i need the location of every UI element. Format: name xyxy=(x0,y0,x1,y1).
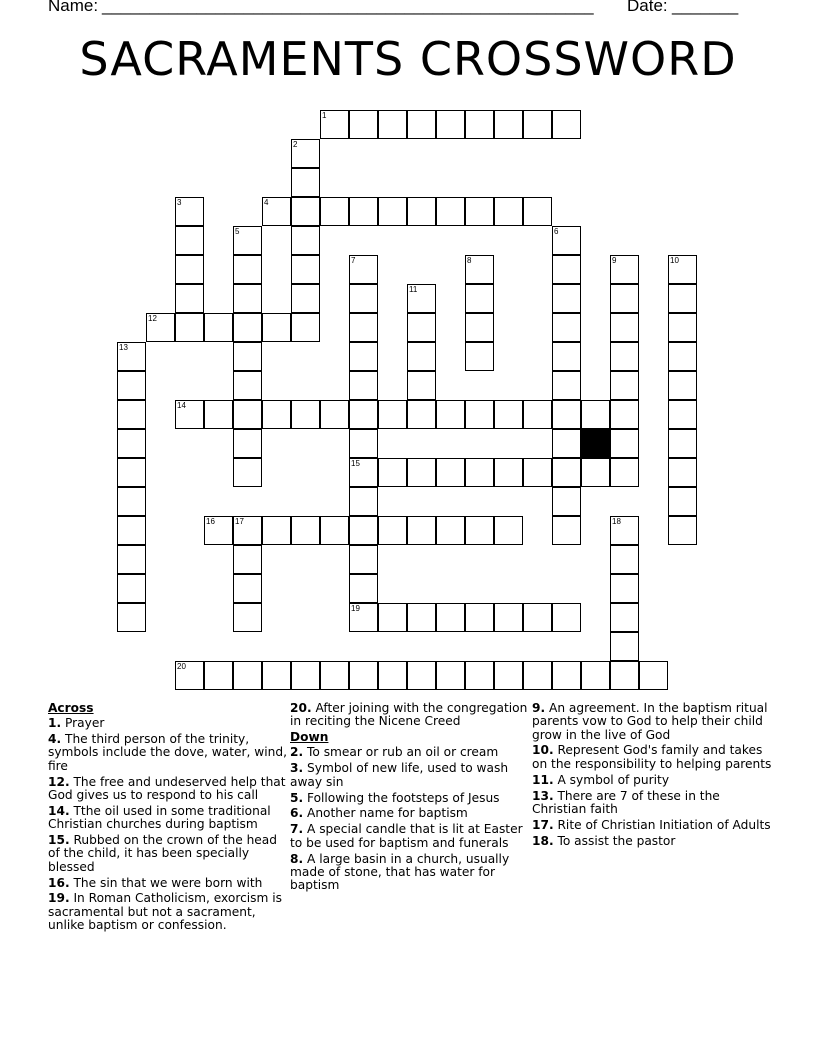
grid-cell[interactable] xyxy=(465,516,494,545)
grid-cell[interactable] xyxy=(320,516,349,545)
clue-number: 7 xyxy=(351,256,356,265)
date-label: Date: xyxy=(627,0,673,15)
grid-cell[interactable] xyxy=(436,197,465,226)
grid-cell[interactable] xyxy=(668,487,697,516)
clue-across-16: 16. The sin that we were born with xyxy=(48,875,263,890)
grid-cell[interactable] xyxy=(407,661,436,690)
grid-cell[interactable] xyxy=(320,400,349,429)
grid-cell[interactable] xyxy=(349,342,378,371)
clue-number: 12 xyxy=(148,314,157,323)
grid-cell[interactable] xyxy=(233,516,262,545)
clue-number: 16 xyxy=(206,517,215,526)
grid-cell[interactable] xyxy=(349,487,378,516)
grid-cell[interactable] xyxy=(610,632,639,661)
grid-cell[interactable] xyxy=(291,516,320,545)
clue-across-15: 15. Rubbed on the crown of the head of the child, it has been specially blessed xyxy=(48,833,278,874)
clue-number: 2 xyxy=(293,140,298,149)
grid-cell[interactable] xyxy=(465,110,494,139)
grid-cell[interactable] xyxy=(465,313,494,342)
grid-cell[interactable] xyxy=(552,342,581,371)
clue-across-12: 12. The free and undeserved help that God gives us to respond to his call xyxy=(48,774,286,802)
grid-cell[interactable] xyxy=(523,110,552,139)
down-heading: Down xyxy=(290,730,329,745)
grid-cell[interactable] xyxy=(552,661,581,690)
grid-cell[interactable] xyxy=(291,168,320,197)
grid-cell[interactable] xyxy=(668,516,697,545)
grid-cell[interactable] xyxy=(349,400,378,429)
grid-cell[interactable] xyxy=(610,371,639,400)
clue-number: 9 xyxy=(612,256,617,265)
grid-cell[interactable] xyxy=(204,661,233,690)
grid-cell[interactable] xyxy=(610,458,639,487)
grid-cell[interactable] xyxy=(349,371,378,400)
clue-across-1: 1. Prayer xyxy=(48,716,105,731)
clue-number: 15 xyxy=(351,459,360,468)
grid-cell[interactable] xyxy=(668,458,697,487)
grid-cell[interactable] xyxy=(175,313,204,342)
grid-cell[interactable] xyxy=(262,516,291,545)
grid-cell[interactable] xyxy=(233,603,262,632)
grid-cell[interactable] xyxy=(465,400,494,429)
grid-cell[interactable] xyxy=(407,313,436,342)
grid-cell[interactable] xyxy=(349,110,378,139)
grid-cell[interactable] xyxy=(349,458,378,487)
grid-cell[interactable] xyxy=(117,429,146,458)
grid-cell[interactable] xyxy=(668,255,697,284)
clue-down-2: 2. To smear or rub an oil or cream xyxy=(290,745,499,760)
clue-across-14: 14. Tthe oil used in some traditional Christian churches during baptism xyxy=(48,803,271,832)
grid-cell[interactable] xyxy=(233,255,262,284)
grid-cell[interactable] xyxy=(407,458,436,487)
grid-cell[interactable] xyxy=(465,603,494,632)
grid-cell[interactable] xyxy=(523,458,552,487)
grid-cell[interactable] xyxy=(233,226,262,255)
grid-cell[interactable] xyxy=(436,110,465,139)
grid-cell[interactable] xyxy=(494,197,523,226)
grid-cell[interactable] xyxy=(349,284,378,313)
grid-cell[interactable] xyxy=(668,371,697,400)
grid-cell[interactable] xyxy=(175,226,204,255)
clue-down-7: 7. A special candle that is lit at Easter to be used for baptism and funerals xyxy=(290,822,523,850)
grid-cell[interactable] xyxy=(378,661,407,690)
grid-cell[interactable] xyxy=(233,371,262,400)
grid-cell[interactable] xyxy=(552,371,581,400)
grid-cell[interactable] xyxy=(291,661,320,690)
grid-cell[interactable] xyxy=(610,313,639,342)
grid-cell[interactable] xyxy=(552,110,581,139)
grid-cell[interactable] xyxy=(378,516,407,545)
grid-cell[interactable] xyxy=(436,458,465,487)
grid-cell[interactable] xyxy=(494,603,523,632)
grid-cell[interactable] xyxy=(552,313,581,342)
grid-cell[interactable] xyxy=(552,429,581,458)
grid-cell[interactable] xyxy=(552,458,581,487)
clue-down-9: 9. An agreement. In the baptism ritual parents vow to God to help their child grow in the live of God xyxy=(532,701,768,742)
grid-cell[interactable] xyxy=(581,661,610,690)
name-label: Name: xyxy=(48,0,103,15)
grid-cell[interactable] xyxy=(378,197,407,226)
grid-cell[interactable] xyxy=(378,458,407,487)
grid-cell[interactable] xyxy=(581,400,610,429)
grid-cell[interactable] xyxy=(117,487,146,516)
grid-cell[interactable] xyxy=(581,458,610,487)
grid-cell[interactable] xyxy=(494,110,523,139)
grid-cell[interactable] xyxy=(494,661,523,690)
grid-cell[interactable] xyxy=(494,400,523,429)
clue-column-2 xyxy=(290,702,530,895)
grid-cell[interactable] xyxy=(349,429,378,458)
clue-down-10: 10. Represent God's family and takes on the responsibility to helping parents xyxy=(532,743,772,771)
grid-cell[interactable] xyxy=(117,545,146,574)
grid-cell[interactable] xyxy=(552,226,581,255)
grid-cell[interactable] xyxy=(552,255,581,284)
grid-cell[interactable] xyxy=(639,661,668,690)
grid-cell[interactable] xyxy=(175,400,204,429)
grid-cell[interactable] xyxy=(262,313,291,342)
grid-cell[interactable] xyxy=(117,371,146,400)
grid-cell[interactable] xyxy=(436,603,465,632)
grid-cell[interactable] xyxy=(523,661,552,690)
grid-cell[interactable] xyxy=(610,574,639,603)
grid-cell[interactable] xyxy=(523,603,552,632)
grid-cell[interactable] xyxy=(349,313,378,342)
grid-cell[interactable] xyxy=(523,400,552,429)
grid-cell[interactable] xyxy=(610,284,639,313)
clue-number: 20 xyxy=(177,662,186,671)
grid-cell[interactable] xyxy=(610,603,639,632)
across-heading: Across xyxy=(48,701,94,715)
grid-cell[interactable] xyxy=(233,429,262,458)
grid-cell[interactable] xyxy=(407,342,436,371)
grid-cell[interactable] xyxy=(378,603,407,632)
grid-cell[interactable] xyxy=(465,342,494,371)
grid-cell[interactable] xyxy=(175,284,204,313)
clue-down-17: 17. Rite of Christian Initiation of Adults xyxy=(532,817,771,832)
clue-down-13: 13. There are 7 of these in the Christian faith xyxy=(532,788,720,816)
grid-cell[interactable] xyxy=(407,516,436,545)
grid-cell[interactable] xyxy=(552,487,581,516)
clue-number: 6 xyxy=(554,227,559,236)
grid-cell[interactable] xyxy=(610,342,639,371)
grid-cell[interactable] xyxy=(291,284,320,313)
grid-cell[interactable] xyxy=(465,284,494,313)
grid-cell[interactable] xyxy=(349,603,378,632)
grid-cell[interactable] xyxy=(436,516,465,545)
grid-cell[interactable] xyxy=(407,400,436,429)
grid-cell[interactable] xyxy=(117,342,146,371)
grid-cell[interactable] xyxy=(378,110,407,139)
grid-cell[interactable] xyxy=(407,603,436,632)
grid-cell[interactable] xyxy=(610,516,639,545)
grid-cell[interactable] xyxy=(668,313,697,342)
grid-cell[interactable] xyxy=(233,313,262,342)
grid-cell[interactable] xyxy=(465,661,494,690)
grid-cell[interactable] xyxy=(291,255,320,284)
grid-cell[interactable] xyxy=(494,458,523,487)
clue-number: 14 xyxy=(177,401,186,410)
grid-cell[interactable] xyxy=(494,516,523,545)
grid-cell[interactable] xyxy=(349,516,378,545)
grid-cell[interactable] xyxy=(465,458,494,487)
grid-cell[interactable] xyxy=(175,661,204,690)
grid-cell[interactable] xyxy=(117,603,146,632)
clue-down-5: 5. Following the footsteps of Jesus xyxy=(290,790,500,805)
grid-cell[interactable] xyxy=(465,255,494,284)
grid-cell[interactable] xyxy=(291,197,320,226)
clue-across-20: 20. After joining with the congregation in reciting the Nicene Creed xyxy=(290,701,528,729)
grid-cell[interactable] xyxy=(175,255,204,284)
grid-cell[interactable] xyxy=(117,400,146,429)
grid-cell[interactable] xyxy=(204,516,233,545)
grid-cell[interactable] xyxy=(349,197,378,226)
grid-cell[interactable] xyxy=(407,110,436,139)
clue-down-18: 18. To assist the pastor xyxy=(532,833,676,848)
clue-column-1 xyxy=(48,702,288,935)
grid-cell[interactable] xyxy=(378,400,407,429)
grid-cell[interactable] xyxy=(610,429,639,458)
name-line[interactable]: ____________________________________________________ xyxy=(102,0,594,15)
grid-cell[interactable] xyxy=(610,661,639,690)
grid-cell[interactable] xyxy=(233,342,262,371)
grid-cell[interactable] xyxy=(146,313,175,342)
grid-cell[interactable] xyxy=(320,110,349,139)
grid-cell[interactable] xyxy=(552,400,581,429)
clue-number: 10 xyxy=(670,256,679,265)
grid-cell[interactable] xyxy=(668,429,697,458)
grid-cell[interactable] xyxy=(204,400,233,429)
grid-cell[interactable] xyxy=(175,197,204,226)
clue-number: 17 xyxy=(235,517,244,526)
grid-cell[interactable] xyxy=(233,458,262,487)
clue-across-4: 4. The third person of the trinity, symbols include the dove, water, wind, fire xyxy=(48,732,287,773)
grid-cell[interactable] xyxy=(552,516,581,545)
grid-cell[interactable] xyxy=(349,574,378,603)
grid-cell[interactable] xyxy=(523,197,552,226)
clue-number: 8 xyxy=(467,256,472,265)
grid-cell[interactable] xyxy=(262,197,291,226)
grid-cell[interactable] xyxy=(668,400,697,429)
grid-cell[interactable] xyxy=(233,284,262,313)
grid-cell[interactable] xyxy=(233,661,262,690)
grid-cell[interactable] xyxy=(117,458,146,487)
grid-cell[interactable] xyxy=(262,400,291,429)
clue-number: 13 xyxy=(119,343,128,352)
grid-cell[interactable] xyxy=(668,284,697,313)
clue-number: 5 xyxy=(235,227,240,236)
grid-cell[interactable] xyxy=(349,661,378,690)
grid-cell[interactable] xyxy=(668,342,697,371)
clue-number: 4 xyxy=(264,198,269,207)
clue-down-3: 3. Symbol of new life, used to wash away sin xyxy=(290,761,509,789)
grid-cell[interactable] xyxy=(117,516,146,545)
grid-cell[interactable] xyxy=(407,284,436,313)
date-line[interactable]: _______ xyxy=(672,0,739,15)
grid-cell[interactable] xyxy=(465,197,494,226)
grid-cell[interactable] xyxy=(349,545,378,574)
black-square xyxy=(581,429,610,458)
clue-column-3 xyxy=(532,702,772,851)
clue-number: 1 xyxy=(322,111,327,120)
grid-cell[interactable] xyxy=(204,313,233,342)
grid-cell[interactable] xyxy=(436,400,465,429)
clue-across-19: 19. In Roman Catholicism, exorcism is sacramental but not a sacrament, unlike baptism or confession. xyxy=(48,891,282,933)
grid-cell[interactable] xyxy=(291,400,320,429)
grid-cell[interactable] xyxy=(291,139,320,168)
clue-number: 3 xyxy=(177,198,182,207)
grid-cell[interactable] xyxy=(233,574,262,603)
grid-cell[interactable] xyxy=(320,197,349,226)
clue-number: 19 xyxy=(351,604,360,613)
grid-cell[interactable] xyxy=(233,400,262,429)
clue-number: 18 xyxy=(612,517,621,526)
grid-cell[interactable] xyxy=(233,545,262,574)
grid-cell[interactable] xyxy=(262,661,291,690)
grid-cell[interactable] xyxy=(610,545,639,574)
grid-cell[interactable] xyxy=(349,255,378,284)
grid-cell[interactable] xyxy=(117,574,146,603)
grid-cell[interactable] xyxy=(436,661,465,690)
grid-cell[interactable] xyxy=(291,226,320,255)
grid-cell[interactable] xyxy=(407,197,436,226)
clue-number: 11 xyxy=(409,285,418,294)
grid-cell[interactable] xyxy=(320,661,349,690)
grid-cell[interactable] xyxy=(552,284,581,313)
grid-cell[interactable] xyxy=(610,255,639,284)
clue-down-8: 8. A large basin in a church, usually made of stone, that has water for baptism xyxy=(290,851,510,893)
grid-cell[interactable] xyxy=(407,371,436,400)
grid-cell[interactable] xyxy=(610,400,639,429)
page-title: SACRAMENTS CROSSWORD xyxy=(79,32,737,86)
clue-down-11: 11. A symbol of purity xyxy=(532,772,670,787)
grid-cell[interactable] xyxy=(291,313,320,342)
clue-down-6: 6. Another name for baptism xyxy=(290,806,468,821)
grid-cell[interactable] xyxy=(552,603,581,632)
